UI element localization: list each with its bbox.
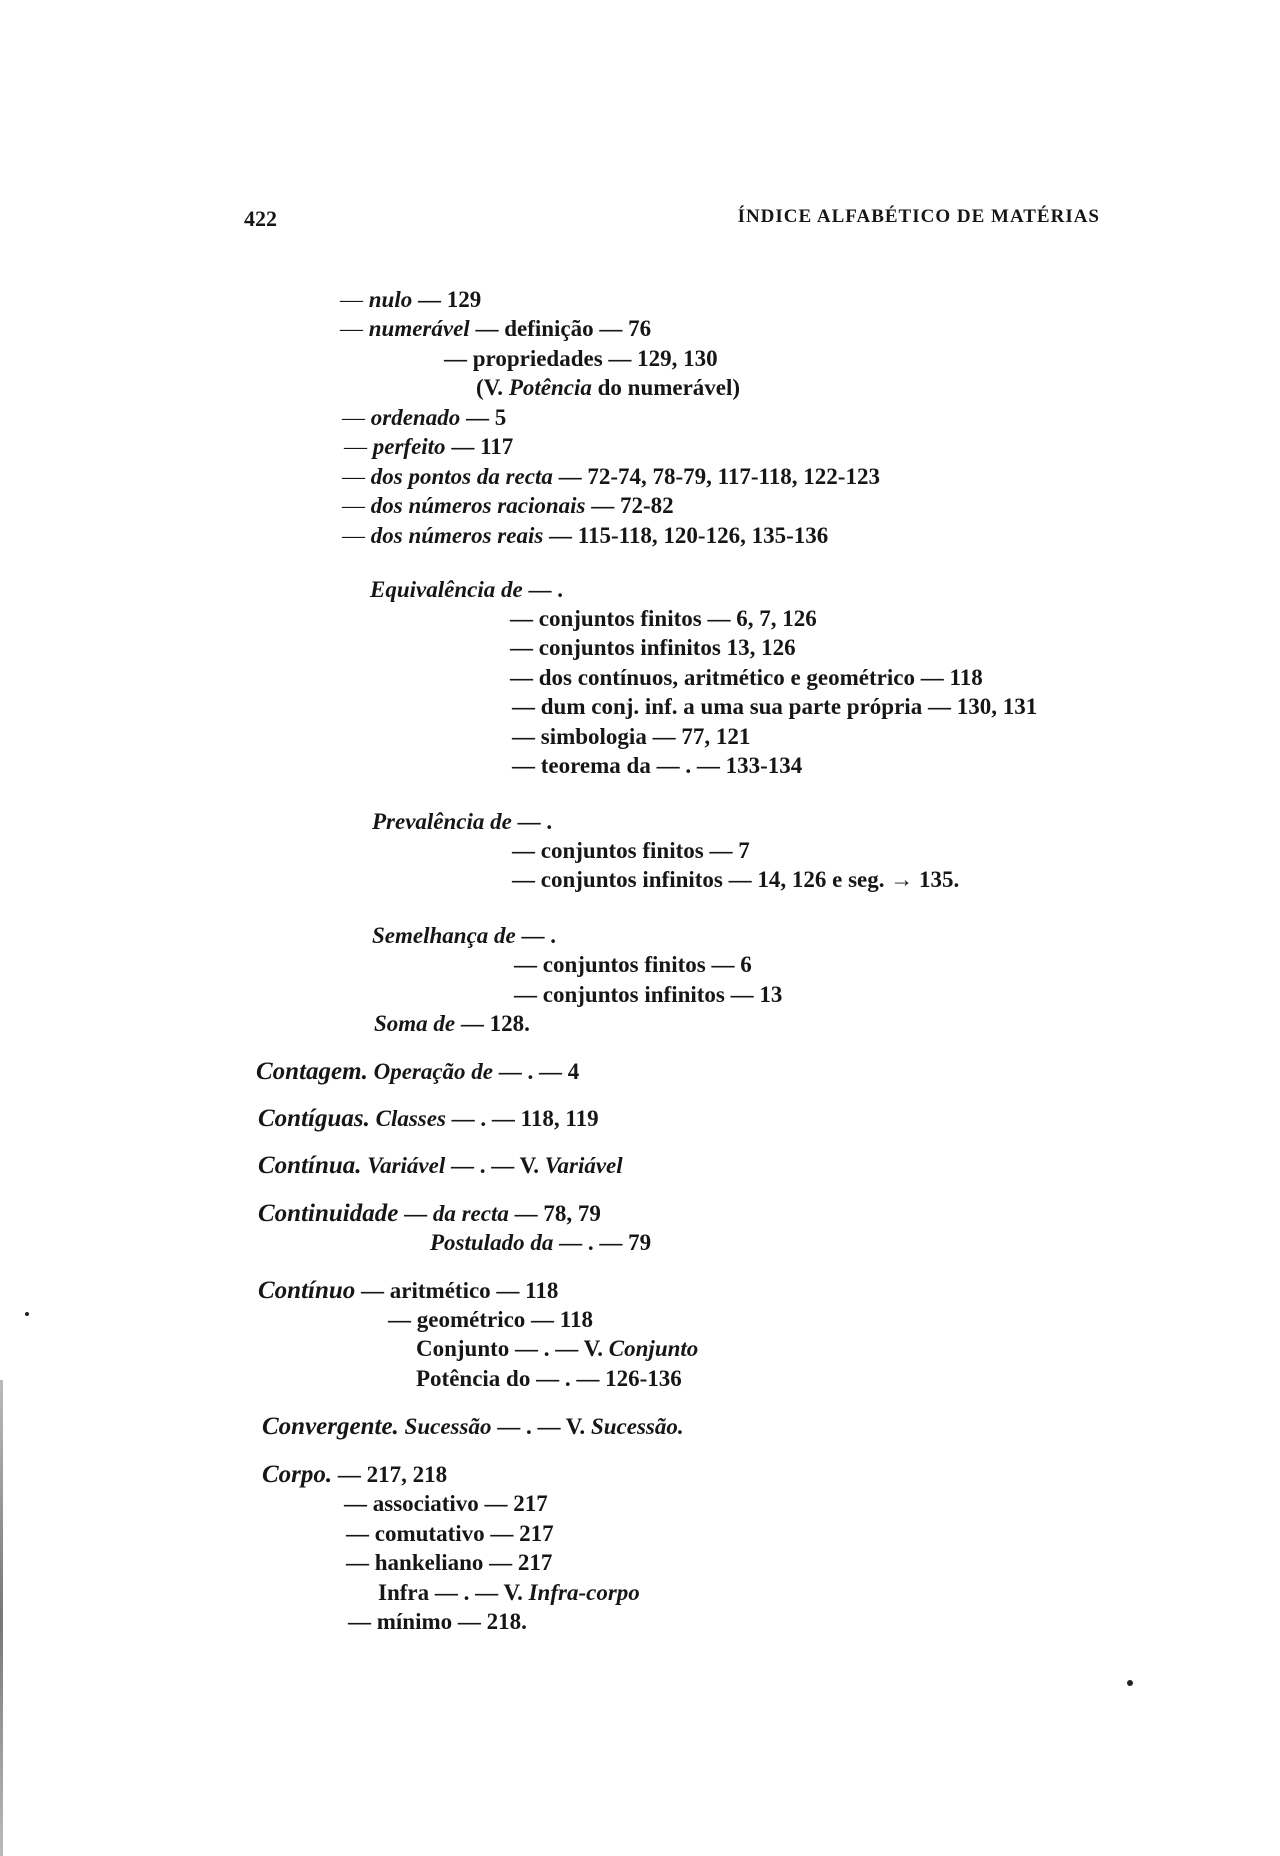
index-line bbox=[512, 837, 750, 865]
index-line bbox=[262, 1413, 684, 1441]
index-text: — . — 118, 119 bbox=[445, 1106, 599, 1131]
index-line bbox=[378, 1579, 640, 1607]
index-line bbox=[512, 866, 959, 894]
index-text: Infra — . — V. bbox=[378, 1580, 529, 1605]
index-headword: Contagem. bbox=[256, 1058, 368, 1085]
index-line bbox=[444, 345, 718, 373]
index-line bbox=[370, 576, 563, 604]
index-line bbox=[346, 1520, 554, 1548]
index-text: — bbox=[342, 405, 371, 430]
index-text: — bbox=[344, 434, 373, 459]
index-text: Operação de bbox=[367, 1059, 494, 1084]
index-text: dos números racionais bbox=[370, 493, 586, 518]
index-text: — bbox=[342, 493, 371, 518]
index-text: — hankeliano — 217 bbox=[346, 1550, 553, 1575]
index-text: Potência bbox=[508, 375, 592, 400]
index-text: — simbologia — 77, 121 bbox=[512, 724, 751, 749]
index-text: numerável bbox=[363, 316, 470, 341]
index-headword: Contínua. bbox=[258, 1152, 362, 1179]
index-line bbox=[374, 1010, 530, 1038]
index-text: perfeito bbox=[372, 434, 446, 459]
ink-speck bbox=[25, 1312, 29, 1316]
index-text: Equivalência de bbox=[370, 577, 523, 602]
index-headword: Contínuo bbox=[258, 1277, 356, 1304]
index-text: dos pontos da recta bbox=[370, 464, 553, 489]
index-line bbox=[510, 605, 817, 633]
index-text: — associativo — 217 bbox=[344, 1491, 548, 1516]
index-text: Sucessão. bbox=[590, 1414, 684, 1439]
index-text: — 72-74, 78-79, 117-118, 122-123 bbox=[552, 464, 880, 489]
index-text: — propriedades — 129, 130 bbox=[444, 346, 718, 371]
index-text: — conjuntos infinitos — 14, 126 e seg. → 135. bbox=[512, 867, 960, 892]
index-text: — comutativo — 217 bbox=[346, 1521, 554, 1546]
index-text: Soma de bbox=[374, 1011, 456, 1036]
index-line bbox=[342, 522, 828, 550]
index-text: Sucessão bbox=[398, 1414, 492, 1439]
index-text: — . bbox=[511, 809, 553, 834]
index-line bbox=[510, 664, 983, 692]
index-text: — teorema da — . — 133-134 bbox=[512, 753, 803, 778]
index-text: — conjuntos finitos — 6 bbox=[514, 952, 752, 977]
index-text: — bbox=[342, 523, 371, 548]
index-line bbox=[416, 1335, 698, 1363]
index-line bbox=[258, 1200, 601, 1228]
index-line bbox=[346, 1549, 552, 1577]
index-text: ordenado bbox=[370, 405, 461, 430]
index-text: — 115-118, 120-126, 135-136 bbox=[543, 523, 829, 548]
index-line bbox=[514, 981, 782, 1009]
index-line bbox=[512, 752, 802, 780]
index-text: — conjuntos infinitos — 13 bbox=[514, 982, 783, 1007]
running-title: ÍNDICE ALFABÉTICO DE MATÉRIAS bbox=[737, 206, 1100, 227]
index-text: — dos contínuos, aritmético e geométrico — 118 bbox=[510, 665, 983, 690]
index-line bbox=[258, 1277, 558, 1305]
index-text: Semelhança de bbox=[372, 923, 516, 948]
index-line bbox=[512, 693, 1037, 721]
index-text: — geométrico — 118 bbox=[388, 1307, 594, 1332]
index-line bbox=[340, 315, 651, 343]
index-line bbox=[342, 404, 506, 432]
index-text: Infra-corpo bbox=[528, 1580, 640, 1605]
index-text: — . — 79 bbox=[553, 1230, 652, 1255]
index-text: — 217, 218 bbox=[332, 1462, 448, 1487]
index-text: Potência do — . — 126-136 bbox=[416, 1366, 682, 1391]
index-text: — 128. bbox=[455, 1011, 530, 1036]
index-text: — bbox=[340, 316, 363, 341]
index-text: — mínimo — 218. bbox=[348, 1609, 527, 1634]
index-line bbox=[372, 808, 552, 836]
index-text: da recta bbox=[432, 1201, 509, 1226]
index-line bbox=[262, 1461, 447, 1489]
index-text: Variável bbox=[544, 1153, 623, 1178]
index-text: — . — V. bbox=[445, 1153, 545, 1178]
index-text: Classes bbox=[369, 1106, 446, 1131]
index-text: — . — 4 bbox=[493, 1059, 580, 1084]
index-text: dos números reais bbox=[370, 523, 544, 548]
index-text: — . bbox=[522, 577, 563, 602]
index-line bbox=[340, 286, 481, 314]
index-headword: Convergente. bbox=[262, 1413, 399, 1440]
index-text: — bbox=[340, 287, 363, 312]
scan-edge-shadow bbox=[0, 1380, 3, 1856]
index-text: — 117 bbox=[445, 434, 514, 459]
index-line bbox=[342, 463, 880, 491]
index-text: — bbox=[342, 464, 371, 489]
index-line bbox=[348, 1608, 527, 1636]
index-headword: Contíguas. bbox=[258, 1105, 370, 1132]
page-number: 422 bbox=[244, 206, 277, 231]
index-line bbox=[512, 723, 750, 751]
index-line bbox=[510, 634, 796, 662]
index-text: Conjunto bbox=[608, 1336, 699, 1361]
index-line bbox=[514, 951, 752, 979]
index-text: — 129 bbox=[412, 287, 482, 312]
index-text: — 72-82 bbox=[585, 493, 674, 518]
index-text: nulo bbox=[363, 287, 413, 312]
index-line bbox=[476, 374, 740, 402]
index-headword: Corpo. bbox=[262, 1461, 333, 1488]
index-text: Variável bbox=[361, 1153, 446, 1178]
index-line bbox=[256, 1058, 579, 1086]
index-line bbox=[258, 1105, 599, 1133]
index-text: — conjuntos finitos — 7 bbox=[512, 838, 750, 863]
index-text: do numerável) bbox=[591, 375, 741, 400]
index-line bbox=[372, 922, 556, 950]
index-text: Conjunto — . — V. bbox=[416, 1336, 609, 1361]
index-text: — definição — 76 bbox=[469, 316, 652, 341]
index-line bbox=[430, 1229, 651, 1257]
index-text: — . bbox=[515, 923, 556, 948]
index-line bbox=[344, 1490, 548, 1518]
index-line bbox=[388, 1306, 593, 1334]
index-text: Prevalência de bbox=[372, 809, 512, 834]
index-line bbox=[344, 433, 513, 461]
index-line bbox=[342, 492, 674, 520]
ink-speck bbox=[1127, 1680, 1133, 1686]
index-text: Postulado da bbox=[430, 1230, 554, 1255]
index-text: — conjuntos finitos — 6, 7, 126 bbox=[510, 606, 817, 631]
index-text: — aritmético — 118 bbox=[355, 1278, 559, 1303]
index-text: — . — V. bbox=[491, 1414, 591, 1439]
index-text: — bbox=[398, 1201, 433, 1226]
index-line bbox=[416, 1365, 682, 1393]
index-text: (V. bbox=[476, 375, 509, 400]
index-line bbox=[258, 1152, 623, 1180]
index-text: — conjuntos infinitos 13, 126 bbox=[510, 635, 796, 660]
index-text: — 5 bbox=[460, 405, 507, 430]
index-text: — 78, 79 bbox=[508, 1201, 601, 1226]
index-text: — dum conj. inf. a uma sua parte própria — 130, 131 bbox=[512, 694, 1038, 719]
index-headword: Continuidade bbox=[258, 1200, 399, 1227]
